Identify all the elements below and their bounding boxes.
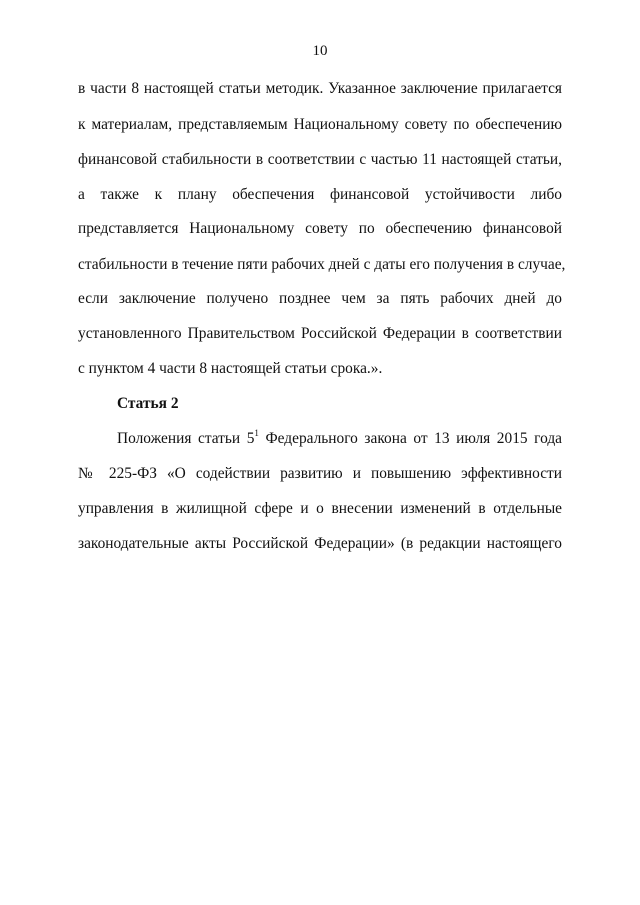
paragraph-line: к материалам, представляемым Национальному совету по обеспечению [78,116,562,133]
paragraph-line: стабильности в течение пяти рабочих дней с даты его получения в случае, [78,256,566,273]
paragraph-text: Положения статьи 5 [117,430,255,447]
paragraph-line [117,427,563,448]
paragraph-line: управления в жилищной сфере и о внесении изменений в отдельные [78,500,562,517]
paragraph-text: Федерального закона от 13 июля 2015 года [258,430,563,447]
paragraph-line: если заключение получено позднее чем за пять рабочих дней до [78,290,562,307]
paragraph-line: с пунктом 4 части 8 настоящей статьи срока.». [78,360,383,377]
paragraph-line: в части 8 настоящей статьи методик. Указанное заключение прилагается [78,80,562,97]
page-number: 10 [312,43,328,59]
paragraph-line: а также к плану обеспечения финансовой устойчивости либо [78,186,562,203]
paragraph-line: представляется Национальному совету по обеспечению финансовой [78,220,562,237]
paragraph-line: установленного Правительством Российской Федерации в соответствии [78,325,562,342]
article-heading: Статья 2 [117,395,179,412]
paragraph-line: № 225-ФЗ «О содействии развитию и повышению эффективности [78,465,562,482]
paragraph-line: финансовой стабильности в соответствии с частью 11 настоящей статьи, [78,151,562,168]
superscript: 1 [254,427,259,438]
paragraph-line: законодательные акты Российской Федерации» (в редакции настоящего [78,535,562,552]
